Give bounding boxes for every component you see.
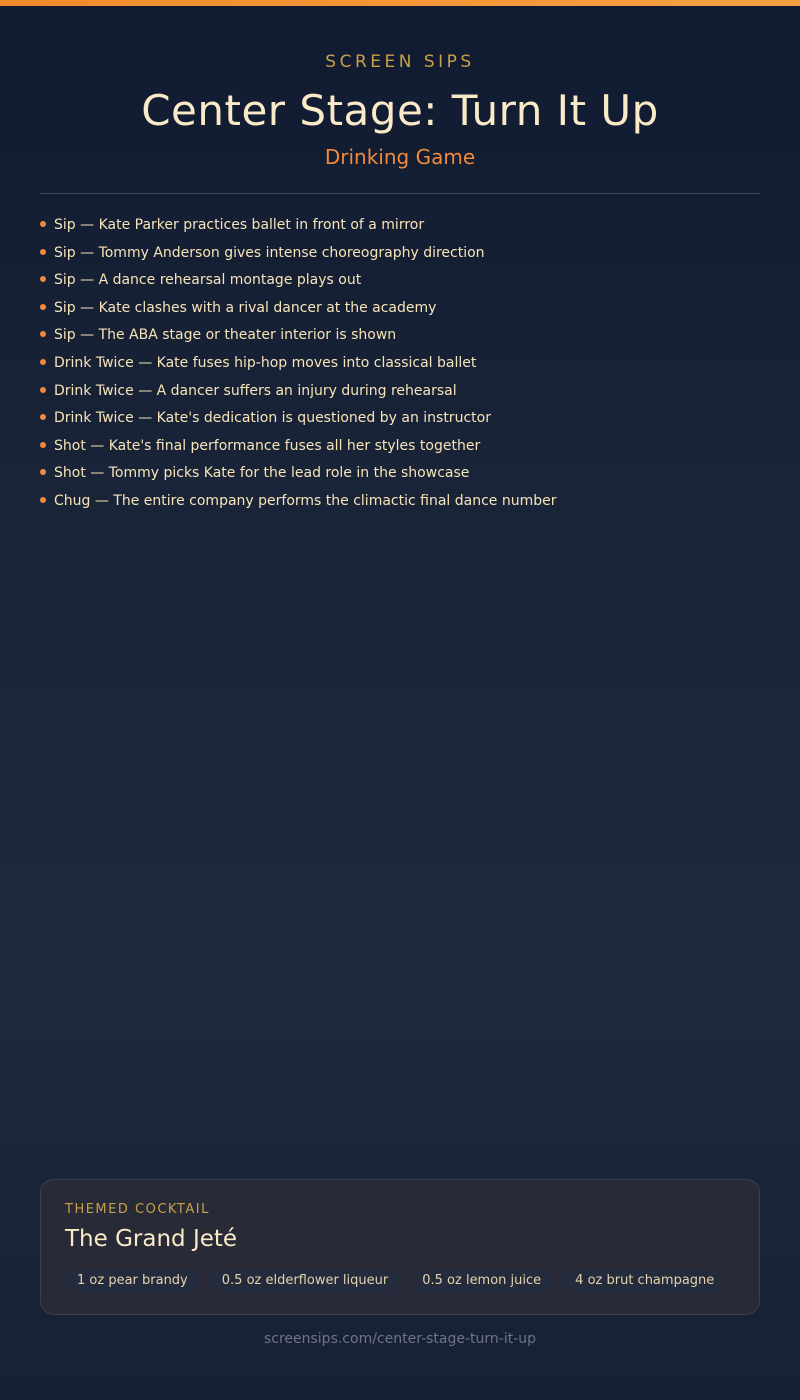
ingredient-chip: 1 oz pear brandy	[65, 1269, 200, 1293]
cocktail-section-label: THEMED COCKTAIL	[65, 1202, 210, 1217]
rule-text: Sip — Kate Parker practices ballet in front of a mirror	[54, 217, 425, 233]
rule-item	[40, 488, 556, 516]
rule-text: Shot — Tommy picks Kate for the lead role in the showcase	[54, 465, 470, 482]
bullet-icon	[40, 221, 46, 227]
bullet-icon	[40, 331, 46, 337]
rules-list	[40, 212, 556, 516]
rule-item	[40, 378, 556, 406]
rule-item	[40, 240, 556, 268]
ingredient-chip: 0.5 oz lemon juice	[410, 1269, 553, 1293]
page-subtitle: Drinking Game	[324, 145, 476, 169]
rule-item	[40, 433, 556, 461]
top-accent-bar	[0, 0, 800, 6]
rule-text: Sip — A dance rehearsal montage plays out	[54, 272, 362, 289]
bullet-icon	[40, 414, 46, 420]
bullet-icon	[40, 304, 46, 310]
bullet-icon	[40, 359, 46, 365]
rule-text: Sip — Kate clashes with a rival dancer at the academy	[54, 299, 437, 316]
rule-text: Sip — The ABA stage or theater interior is shown	[54, 327, 397, 344]
bullet-icon	[40, 276, 46, 282]
ingredient-list	[65, 1269, 726, 1293]
bullet-icon	[40, 249, 46, 255]
rule-text: Shot — Kate's final performance fuses all her styles together	[54, 437, 481, 454]
bullet-icon	[40, 497, 46, 503]
rule-item	[40, 405, 556, 433]
rule-item	[40, 212, 556, 240]
rule-text: Drink Twice — A dancer suffers an injury during rehearsal	[54, 382, 457, 399]
bullet-icon	[40, 387, 46, 393]
rule-item	[40, 350, 556, 378]
ingredient-chip: 0.5 oz elderflower liqueur	[210, 1269, 400, 1293]
rule-text: Chug — The entire company performs the climactic final dance number	[54, 492, 557, 509]
rule-text: Drink Twice — Kate fuses hip-hop moves into classical ballet	[54, 354, 477, 371]
page-title: Center Stage: Turn It Up	[141, 86, 659, 135]
rule-item	[40, 322, 556, 350]
ingredient-chip: 4 oz brut champagne	[563, 1269, 726, 1293]
rule-text: Sip — Tommy Anderson gives intense choreography direction	[54, 244, 485, 261]
rule-item	[40, 460, 556, 488]
rule-text: Drink Twice — Kate's dedication is questioned by an instructor	[54, 410, 491, 427]
footer-url: screensips.com/center-stage-turn-it-up	[263, 1331, 537, 1347]
divider	[40, 193, 760, 194]
cocktail-name: The Grand Jeté	[65, 1226, 238, 1252]
bullet-icon	[40, 442, 46, 448]
rule-item	[40, 295, 556, 323]
rule-item	[40, 267, 556, 295]
bullet-icon	[40, 469, 46, 475]
brand-label: SCREEN SIPS	[325, 52, 475, 72]
cocktail-card	[40, 1179, 760, 1315]
